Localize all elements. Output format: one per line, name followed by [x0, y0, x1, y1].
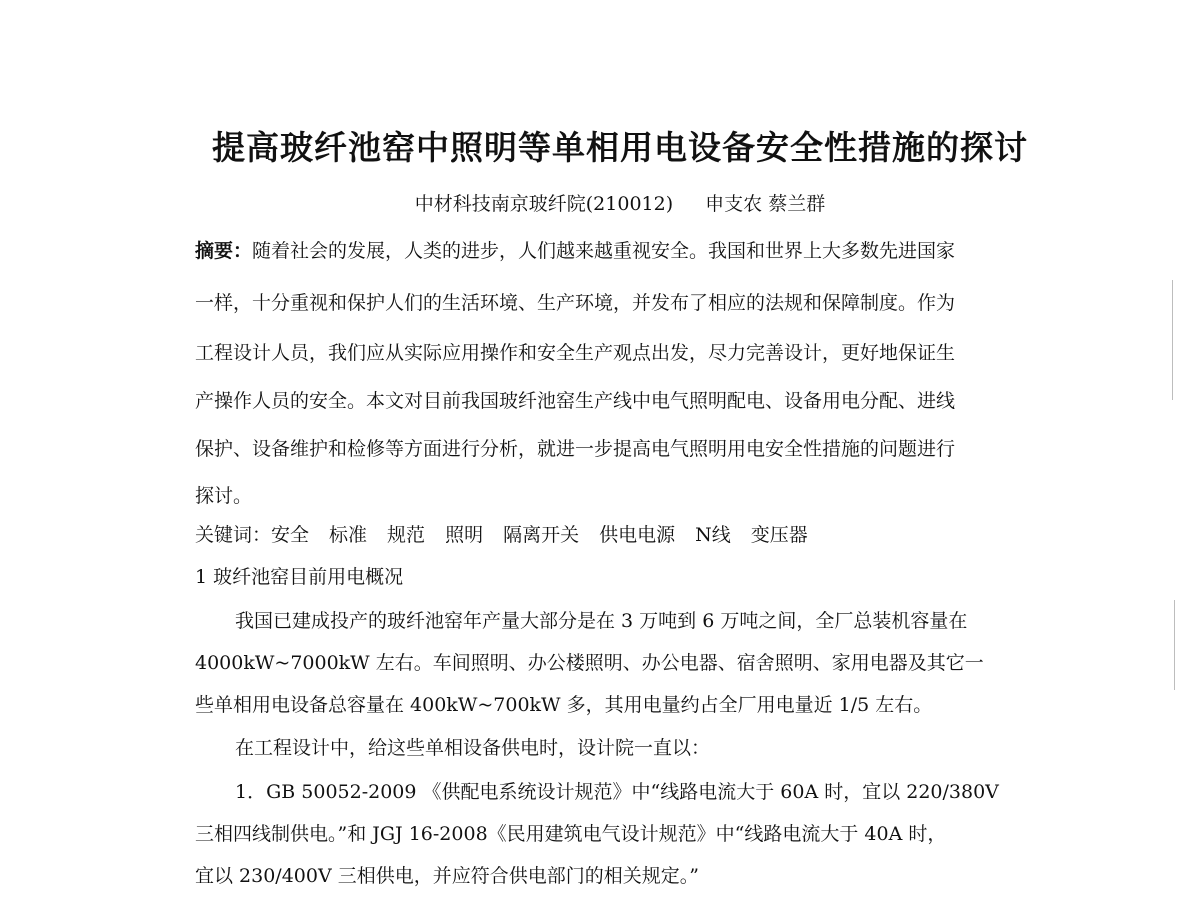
- keyword: 照明: [445, 524, 484, 546]
- abstract-line: 一样，十分重视和保护人们的生活环境、生产环境，并发布了相应的法规和保障制度。作为: [195, 292, 956, 314]
- keywords-line: [195, 520, 1045, 550]
- abstract-line: 产操作人员的安全。本文对目前我国玻纤池窑生产线中电气照明配电、设备用电分配、进线: [195, 390, 956, 412]
- body-line: 4000kW~7000kW 左右。车间照明、办公楼照明、办公电器、宿舍照明、家用电器及其它一: [195, 652, 984, 674]
- abstract-text: 随着社会的发展，人类的进步，人们越来越重视安全。我国和世界上大多数先进国家: [252, 240, 956, 262]
- body-line: 我国已建成投产的玻纤池窑年产量大部分是在 3 万吨到 6 万吨之间，全厂总装机容量在: [235, 610, 968, 632]
- keyword: 规范: [387, 524, 426, 546]
- keywords-label: 关键词：: [195, 524, 272, 546]
- scan-mark: [1174, 600, 1175, 690]
- keyword: 标准: [329, 524, 368, 546]
- author-line: [0, 190, 1200, 218]
- body-line: 1．GB 50052-2009 《供配电系统设计规范》中“线路电流大于 60A 时，宜以 220/380V: [235, 781, 999, 803]
- scan-mark: [1172, 280, 1173, 400]
- keyword: 安全: [271, 524, 310, 546]
- abstract-label: 摘要：: [195, 240, 253, 262]
- keyword: 供电电源: [599, 524, 676, 546]
- abstract-line: [195, 236, 1045, 266]
- paper-title: 提高玻纤池窑中照明等单相用电设备安全性措施的探讨: [212, 128, 1028, 167]
- body-line: 些单相用电设备总容量在 400kW~700kW 多，其用电量约占全厂用电量近 1/5 左右。: [195, 694, 933, 716]
- body-line: 在工程设计中，给这些单相设备供电时，设计院一直以：: [235, 737, 711, 759]
- affiliation: 中材科技南京玻纤院(210012): [414, 193, 674, 215]
- abstract-line: 探讨。: [195, 485, 253, 507]
- keyword: 变压器: [750, 524, 808, 546]
- section-heading: 1 玻纤池窑目前用电概况: [195, 566, 404, 588]
- abstract-line: 保护、设备维护和检修等方面进行分析，就进一步提高电气照明用电安全性措施的问题进行: [195, 438, 956, 460]
- body-line: 三相四线制供电。”和 JGJ 16-2008《民用建筑电气设计规范》中“线路电流大于 40A 时，: [195, 823, 947, 845]
- keyword: N线: [695, 524, 731, 546]
- author-names: 申支农 蔡兰群: [705, 193, 826, 215]
- keyword: 隔离开关: [503, 524, 580, 546]
- body-line: 宜以 230/400V 三相供电，并应符合供电部门的相关规定。”: [195, 865, 699, 887]
- abstract-line: 工程设计人员，我们应从实际应用操作和安全生产观点出发，尽力完善设计，更好地保证生: [195, 342, 956, 364]
